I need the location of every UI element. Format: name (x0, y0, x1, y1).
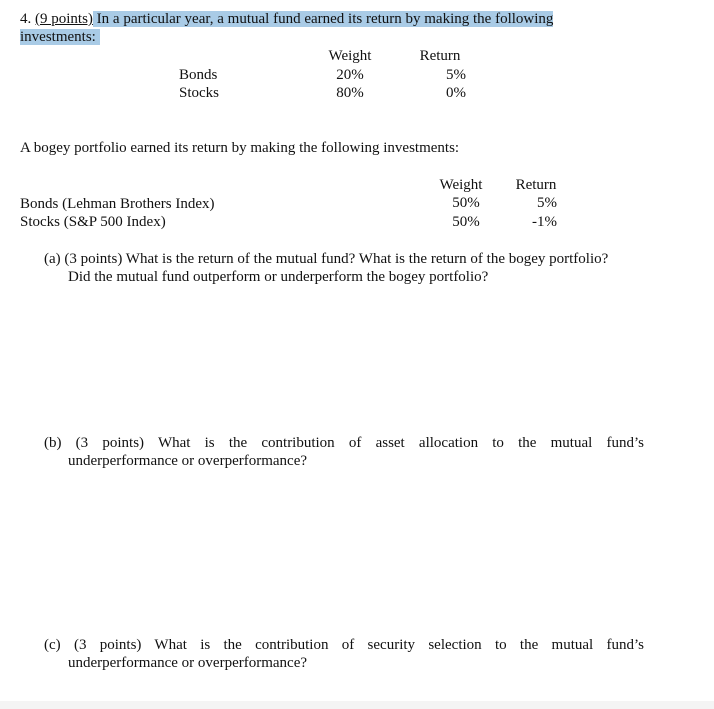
bogey-row-return: -1% (532, 214, 557, 230)
problem-intro-line1: In a particular year, a mutual fund earned its return by making the following (96, 11, 554, 27)
fund-row-weight: 80% (336, 85, 364, 101)
bogey-header-return: Return (515, 177, 557, 193)
problem-header-line1 (20, 10, 553, 28)
problem-header-line2 (20, 28, 100, 46)
question-c-line1: (c) (3 points) What is the contribution of security selection to the mutual fund’s (44, 637, 644, 653)
bogey-row-label: Bonds (Lehman Brothers Index) (20, 196, 215, 212)
bogey-row-return: 5% (537, 195, 557, 211)
question-b-line1: (b) (3 points) What is the contribution of asset allocation to the mutual fund’s (44, 435, 644, 451)
fund-row-label: Stocks (179, 85, 220, 101)
fund-row-return: 5% (446, 67, 466, 83)
bogey-intro: A bogey portfolio earned its return by making the following investments: (20, 140, 460, 156)
fund-header-weight: Weight (328, 48, 372, 64)
question-b-line2: underperformance or overperformance? (68, 453, 308, 469)
problem-points: (9 points) (35, 11, 93, 27)
question-a-line1: (a) (3 points) What is the return of the mutual fund? What is the return of the bogey portfolio? (44, 251, 609, 267)
fund-row-label: Bonds (179, 67, 218, 83)
bogey-row-weight: 50% (452, 214, 480, 230)
problem-intro-line1-highlight[interactable] (93, 11, 554, 27)
problem-number: 4. (20, 11, 32, 27)
bogey-header-weight: Weight (439, 177, 483, 193)
page-bottom-edge (0, 701, 714, 709)
fund-row-return: 0% (446, 85, 466, 101)
fund-row-weight: 20% (336, 67, 364, 83)
bogey-row-label: Stocks (S&P 500 Index) (20, 214, 166, 230)
question-a-line2: Did the mutual fund outperform or underperform the bogey portfolio? (68, 269, 489, 285)
bogey-row-weight: 50% (452, 195, 480, 211)
question-c-line2: underperformance or overperformance? (68, 655, 308, 671)
fund-header-return: Return (419, 48, 461, 64)
problem-intro-line2[interactable]: investments: (20, 29, 100, 45)
